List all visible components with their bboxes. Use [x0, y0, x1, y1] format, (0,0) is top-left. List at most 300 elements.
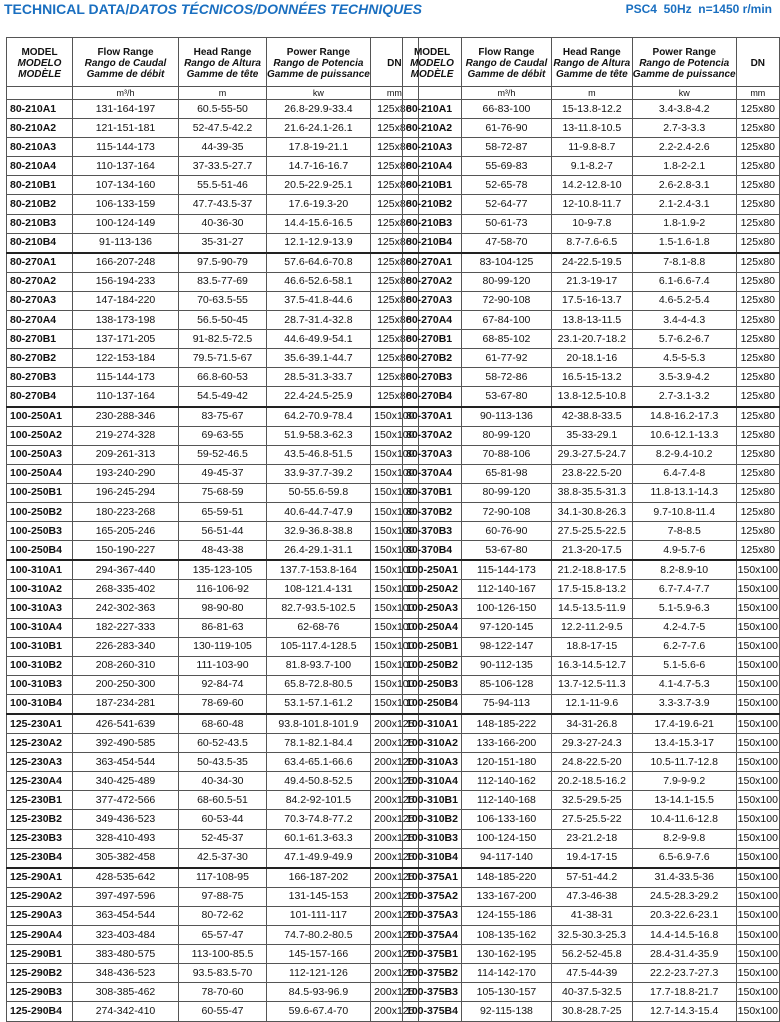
head-cell: 12-10.8-11.7: [551, 195, 632, 214]
head-cell: 70-63.5-55: [179, 291, 267, 310]
head-cell: 32.5-29.5-25: [551, 791, 632, 810]
model-cell: 100-250B2: [7, 502, 73, 521]
dn-cell: 125x80: [736, 195, 779, 214]
head-cell: 59-52-46.5: [179, 445, 267, 464]
table-row: [403, 906, 780, 925]
power-cell: 6.4-7.4-8: [632, 464, 736, 483]
table-row: [7, 195, 419, 214]
model-cell: 100-375A3: [403, 906, 462, 925]
flow-cell: 72-90-108: [462, 291, 552, 310]
power-cell: 74.7-80.2-80.5: [267, 926, 371, 945]
power-cell: 8.2-9-9.8: [632, 829, 736, 848]
model-cell: 80-270A2: [403, 272, 462, 291]
head-cell: 19.4-17-15: [551, 848, 632, 868]
head-cell: 65-59-51: [179, 502, 267, 521]
table-row: [7, 906, 419, 925]
power-cell: 3.3-3.7-3.9: [632, 694, 736, 714]
table-row: [7, 675, 419, 694]
table-row: [7, 753, 419, 772]
flow-cell: 328-410-493: [73, 829, 179, 848]
model-cell: 100-250A3: [7, 445, 73, 464]
model-cell: 80-210A4: [403, 157, 462, 176]
table-row: [403, 753, 780, 772]
col-model: MODEL MODELO MODÈLE: [7, 38, 73, 87]
table-row: [7, 580, 419, 599]
model-cell: 80-210B1: [7, 176, 73, 195]
model-cell: 80-270A2: [7, 272, 73, 291]
flow-cell: 426-541-639: [73, 714, 179, 734]
dn-cell: 150x100: [736, 618, 779, 637]
flow-cell: 105-130-157: [462, 983, 552, 1002]
head-cell: 78-70-60: [179, 983, 267, 1002]
model-cell: 125-230A4: [7, 772, 73, 791]
head-cell: 56.2-52-45.8: [551, 945, 632, 964]
power-cell: 1.5-1.6-1.8: [632, 233, 736, 253]
flow-cell: 100-124-150: [462, 829, 552, 848]
table-row: [7, 1002, 419, 1021]
flow-cell: 148-185-222: [462, 714, 552, 734]
model-cell: 80-270B4: [7, 387, 73, 407]
model-cell: 80-370A4: [403, 464, 462, 483]
table-row: [7, 694, 419, 714]
power-cell: 166-187-202: [267, 868, 371, 888]
flow-cell: 383-480-575: [73, 945, 179, 964]
flow-cell: 112-140-167: [462, 580, 552, 599]
head-cell: 24.8-22.5-20: [551, 753, 632, 772]
head-cell: 37-33.5-27.7: [179, 157, 267, 176]
dn-cell: 200x125: [370, 791, 418, 810]
dn-cell: 125x80: [370, 387, 418, 407]
head-cell: 18.8-17-15: [551, 637, 632, 656]
page-title: [4, 1, 422, 17]
flow-cell: 85-106-128: [462, 675, 552, 694]
flow-cell: 397-497-596: [73, 887, 179, 906]
dn-cell: 200x125: [370, 906, 418, 925]
model-cell: 80-210B3: [7, 214, 73, 233]
head-cell: 40-34-30: [179, 772, 267, 791]
power-cell: 7.9-9-9.2: [632, 772, 736, 791]
head-cell: 130-119-105: [179, 637, 267, 656]
model-cell: 100-250B4: [403, 694, 462, 714]
flow-cell: 115-144-173: [73, 138, 179, 157]
flow-cell: 242-302-363: [73, 599, 179, 618]
power-cell: 70.3-74.8-77.2: [267, 810, 371, 829]
head-cell: 49-45-37: [179, 464, 267, 483]
flow-cell: 47-58-70: [462, 233, 552, 253]
power-cell: 5.1-5.6-6: [632, 656, 736, 675]
dn-cell: 200x125: [370, 829, 418, 848]
model-cell: 100-250B1: [7, 483, 73, 502]
head-cell: 135-123-105: [179, 560, 267, 580]
head-cell: 83-75-67: [179, 407, 267, 427]
power-cell: 84.5-93-96.9: [267, 983, 371, 1002]
left-data-table: [6, 37, 419, 1022]
power-cell: 17.7-18.8-21.7: [632, 983, 736, 1002]
dn-cell: 125x80: [736, 176, 779, 195]
flow-cell: 308-385-462: [73, 983, 179, 1002]
model-cell: 80-270B4: [403, 387, 462, 407]
power-cell: 145-157-166: [267, 945, 371, 964]
dn-cell: 150x100: [736, 848, 779, 868]
flow-cell: 363-454-544: [73, 906, 179, 925]
table-row: [7, 926, 419, 945]
model-cell: 125-230A1: [7, 714, 73, 734]
col-model: MODEL MODELO MODÈLE: [403, 38, 462, 87]
model-cell: 100-310B2: [403, 810, 462, 829]
model-cell: 80-370B2: [403, 502, 462, 521]
table-row: [7, 983, 419, 1002]
dn-cell: 150x100: [370, 656, 418, 675]
power-cell: 26.8-29.9-33.4: [267, 100, 371, 119]
dn-cell: 150x100: [370, 541, 418, 561]
dn-cell: 125x80: [370, 330, 418, 349]
table-row: [7, 829, 419, 848]
title-es: DATOS TÉCNICOS/: [129, 1, 258, 17]
model-cell: 100-375B4: [403, 1002, 462, 1021]
model-cell: 100-310A1: [7, 560, 73, 580]
unit-head: m: [551, 87, 632, 100]
head-cell: 8.7-7.6-6.5: [551, 233, 632, 253]
head-cell: 27.5-25.5-22: [551, 810, 632, 829]
dn-cell: 150x100: [736, 945, 779, 964]
table-row: [403, 887, 780, 906]
flow-cell: 120-151-180: [462, 753, 552, 772]
dn-cell: 125x80: [736, 502, 779, 521]
right-data-table: [402, 37, 780, 1022]
flow-cell: 130-162-195: [462, 945, 552, 964]
table-row: [7, 772, 419, 791]
table-row: [403, 637, 780, 656]
model-cell: 80-370B4: [403, 541, 462, 561]
flow-cell: 377-472-566: [73, 791, 179, 810]
table-row: [403, 848, 780, 868]
table-row: [7, 541, 419, 561]
model-cell: 125-230A2: [7, 734, 73, 753]
head-cell: 38.8-35.5-31.3: [551, 483, 632, 502]
power-cell: 3.4-3.8-4.2: [632, 100, 736, 119]
table-row: [403, 560, 780, 580]
head-cell: 23-21.2-18: [551, 829, 632, 848]
head-cell: 68-60.5-51: [179, 791, 267, 810]
table-row: [403, 291, 780, 310]
power-cell: 13.4-15.3-17: [632, 734, 736, 753]
dn-cell: 150x100: [736, 983, 779, 1002]
table-row: [7, 253, 419, 273]
table-row: [7, 945, 419, 964]
dn-cell: 125x80: [736, 272, 779, 291]
flow-cell: 348-436-523: [73, 964, 179, 983]
dn-cell: 150x100: [736, 694, 779, 714]
table-row: [403, 214, 780, 233]
power-cell: 84.2-92-101.5: [267, 791, 371, 810]
power-cell: 6.1-6.6-7.4: [632, 272, 736, 291]
flow-cell: 148-185-220: [462, 868, 552, 888]
col-flow: Flow Range Rango de Caudal Gamme de débit: [73, 38, 179, 87]
table-row: [403, 157, 780, 176]
dn-cell: 125x80: [736, 483, 779, 502]
model-cell: 100-250A3: [403, 599, 462, 618]
head-cell: 52-47.5-42.2: [179, 119, 267, 138]
table-row: [7, 157, 419, 176]
table-row: [7, 964, 419, 983]
dn-cell: 200x125: [370, 1002, 418, 1021]
table-row: [403, 926, 780, 945]
model-cell: 100-250A4: [403, 618, 462, 637]
head-cell: 35-31-27: [179, 233, 267, 253]
head-cell: 15-13.8-12.2: [551, 100, 632, 119]
power-cell: 78.1-82.1-84.4: [267, 734, 371, 753]
flow-cell: 115-144-173: [462, 560, 552, 580]
model-cell: 100-250A2: [403, 580, 462, 599]
flow-cell: 137-171-205: [73, 330, 179, 349]
dn-cell: 150x100: [736, 637, 779, 656]
head-cell: 56.5-50-45: [179, 311, 267, 330]
model-cell: 80-210A1: [403, 100, 462, 119]
dn-cell: 150x100: [736, 964, 779, 983]
power-cell: 14.4-15.6-16.5: [267, 214, 371, 233]
head-cell: 60.5-55-50: [179, 100, 267, 119]
model-cell: 80-370A1: [403, 407, 462, 427]
power-cell: 6.2-7-7.6: [632, 637, 736, 656]
model-cell: 80-210B3: [403, 214, 462, 233]
model-cell: 80-370B1: [403, 483, 462, 502]
dn-cell: 125x80: [736, 522, 779, 541]
power-cell: 10.6-12.1-13.3: [632, 426, 736, 445]
dn-cell: 125x80: [370, 272, 418, 291]
flow-cell: 58-72-86: [462, 368, 552, 387]
model-cell: 100-310A2: [403, 734, 462, 753]
power-cell: 131-145-153: [267, 887, 371, 906]
flow-cell: 133-167-200: [462, 887, 552, 906]
table-row: [403, 1002, 780, 1021]
head-cell: 86-81-63: [179, 618, 267, 637]
table-row: [403, 195, 780, 214]
head-cell: 41-38-31: [551, 906, 632, 925]
model-cell: 125-290A4: [7, 926, 73, 945]
power-cell: 14.4-14.5-16.8: [632, 926, 736, 945]
flow-cell: 72-90-108: [462, 502, 552, 521]
table-row: [403, 138, 780, 157]
flow-cell: 52-65-78: [462, 176, 552, 195]
power-cell: 6.5-6.9-7.6: [632, 848, 736, 868]
model-cell: 80-210B2: [7, 195, 73, 214]
power-cell: 49.4-50.8-52.5: [267, 772, 371, 791]
flow-cell: 110-137-164: [73, 157, 179, 176]
power-cell: 28.7-31.4-32.8: [267, 311, 371, 330]
flow-cell: 200-250-300: [73, 675, 179, 694]
table-row: [7, 330, 419, 349]
table-row: [403, 272, 780, 291]
head-cell: 47.7-43.5-37: [179, 195, 267, 214]
table-row: [7, 810, 419, 829]
flow-cell: 50-61-73: [462, 214, 552, 233]
head-cell: 12.1-11-9.6: [551, 694, 632, 714]
power-cell: 112-121-126: [267, 964, 371, 983]
head-cell: 57-51-44.2: [551, 868, 632, 888]
power-cell: 31.4-33.5-36: [632, 868, 736, 888]
flow-cell: 94-117-140: [462, 848, 552, 868]
dn-cell: 200x125: [370, 868, 418, 888]
power-cell: 59.6-67.4-70: [267, 1002, 371, 1021]
dn-cell: 150x100: [370, 407, 418, 427]
table-row: [7, 656, 419, 675]
flow-cell: 150-190-227: [73, 541, 179, 561]
head-cell: 14.5-13.5-11.9: [551, 599, 632, 618]
power-cell: 62-68-76: [267, 618, 371, 637]
dn-cell: 150x100: [370, 675, 418, 694]
model-cell: 125-290A1: [7, 868, 73, 888]
table-row: [403, 714, 780, 734]
flow-cell: 226-283-340: [73, 637, 179, 656]
dn-cell: 200x125: [370, 714, 418, 734]
dn-cell: 125x80: [736, 119, 779, 138]
head-cell: 35-33-29.1: [551, 426, 632, 445]
power-cell: 2.6-2.8-3.1: [632, 176, 736, 195]
dn-cell: 150x100: [736, 906, 779, 925]
right-table-header: [403, 38, 780, 100]
power-cell: 8.2-8.9-10: [632, 560, 736, 580]
model-cell: 100-310A4: [7, 618, 73, 637]
power-cell: 32.9-36.8-38.8: [267, 522, 371, 541]
head-cell: 60-52-43.5: [179, 734, 267, 753]
power-cell: 17.6-19.3-20: [267, 195, 371, 214]
unit-flow: m³/h: [462, 87, 552, 100]
dn-cell: 150x100: [736, 772, 779, 791]
table-row: [7, 119, 419, 138]
table-row: [7, 560, 419, 580]
col-head: Head Range Rango de Altura Gamme de tête: [551, 38, 632, 87]
flow-cell: 98-122-147: [462, 637, 552, 656]
dn-cell: 125x80: [370, 119, 418, 138]
power-cell: 51.9-58.3-62.3: [267, 426, 371, 445]
col-dn: DN: [370, 38, 418, 87]
head-cell: 66.8-60-53: [179, 368, 267, 387]
head-cell: 47.3-46-38: [551, 887, 632, 906]
dn-cell: 125x80: [736, 157, 779, 176]
unit-flow: m³/h: [73, 87, 179, 100]
power-cell: 9.7-10.8-11.4: [632, 502, 736, 521]
model-cell: 100-310A1: [403, 714, 462, 734]
table-row: [403, 464, 780, 483]
head-cell: 40-36-30: [179, 214, 267, 233]
flow-cell: 349-436-523: [73, 810, 179, 829]
head-cell: 16.5-15-13.2: [551, 368, 632, 387]
table-row: [403, 368, 780, 387]
table-row: [7, 848, 419, 868]
model-cell: 100-250B3: [403, 675, 462, 694]
dn-cell: 125x80: [370, 195, 418, 214]
head-cell: 68-60-48: [179, 714, 267, 734]
flow-cell: 363-454-544: [73, 753, 179, 772]
frequency: 50Hz: [663, 2, 692, 16]
model-cell: 80-270B2: [7, 349, 73, 368]
power-cell: 44.6-49.9-54.1: [267, 330, 371, 349]
dn-cell: 200x125: [370, 848, 418, 868]
head-cell: 113-100-85.5: [179, 945, 267, 964]
model-cell: 100-310B4: [403, 848, 462, 868]
power-cell: 26.4-29.1-31.1: [267, 541, 371, 561]
dn-cell: 150x100: [370, 637, 418, 656]
model-cell: 80-210B2: [403, 195, 462, 214]
head-cell: 92-84-74: [179, 675, 267, 694]
model-cell: 80-270B2: [403, 349, 462, 368]
model-cell: 125-230B1: [7, 791, 73, 810]
head-cell: 60-53-44: [179, 810, 267, 829]
model-cell: 125-230A3: [7, 753, 73, 772]
dn-cell: 150x100: [736, 829, 779, 848]
dn-cell: 125x80: [736, 330, 779, 349]
table-row: [7, 100, 419, 119]
model-cell: 80-370A3: [403, 445, 462, 464]
dn-cell: 150x100: [370, 522, 418, 541]
power-cell: 43.5-46.8-51.5: [267, 445, 371, 464]
table-row: [403, 119, 780, 138]
flow-cell: 80-99-120: [462, 272, 552, 291]
table-row: [7, 734, 419, 753]
dn-cell: 150x100: [370, 464, 418, 483]
dn-cell: 200x125: [370, 887, 418, 906]
table-row: [7, 868, 419, 888]
dn-cell: 125x80: [736, 387, 779, 407]
dn-cell: 125x80: [736, 349, 779, 368]
table-row: [403, 349, 780, 368]
table-row: [403, 176, 780, 195]
head-cell: 13.8-13-11.5: [551, 311, 632, 330]
model-cell: 100-310B3: [403, 829, 462, 848]
table-row: [7, 791, 419, 810]
power-cell: 24.5-28.3-29.2: [632, 887, 736, 906]
head-cell: 91-82.5-72.5: [179, 330, 267, 349]
dn-cell: 150x100: [370, 580, 418, 599]
head-cell: 11-9.8-8.7: [551, 138, 632, 157]
dn-cell: 125x80: [370, 100, 418, 119]
head-cell: 44-39-35: [179, 138, 267, 157]
model-cell: 80-270A4: [403, 311, 462, 330]
power-cell: 40.6-44.7-47.9: [267, 502, 371, 521]
head-cell: 117-108-95: [179, 868, 267, 888]
model-cell: 80-210A3: [403, 138, 462, 157]
head-cell: 83.5-77-69: [179, 272, 267, 291]
model-cell: 125-230B4: [7, 848, 73, 868]
model-cell: 125-290A2: [7, 887, 73, 906]
table-row: [403, 311, 780, 330]
dn-cell: 125x80: [370, 138, 418, 157]
dn-cell: 150x100: [370, 445, 418, 464]
power-cell: 3.5-3.9-4.2: [632, 368, 736, 387]
dn-cell: 125x80: [736, 291, 779, 310]
dn-cell: 125x80: [370, 368, 418, 387]
table-row: [403, 675, 780, 694]
table-row: [403, 253, 780, 273]
head-cell: 30.8-28.7-25: [551, 1002, 632, 1021]
table-row: [403, 483, 780, 502]
power-cell: 64.2-70.9-78.4: [267, 407, 371, 427]
dn-cell: 125x80: [736, 445, 779, 464]
power-cell: 22.2-23.7-27.3: [632, 964, 736, 983]
col-power: Power Range Rango de Potencia Gamme de puissance: [267, 38, 371, 87]
dn-cell: 150x100: [370, 599, 418, 618]
dn-cell: 150x100: [370, 502, 418, 521]
head-cell: 13-11.8-10.5: [551, 119, 632, 138]
speed: n=1450 r/min: [698, 2, 772, 16]
power-cell: 20.5-22.9-25.1: [267, 176, 371, 195]
head-cell: 48-43-38: [179, 541, 267, 561]
flow-cell: 75-94-113: [462, 694, 552, 714]
power-cell: 101-111-117: [267, 906, 371, 925]
model-cell: 100-375A1: [403, 868, 462, 888]
dn-cell: 150x100: [736, 887, 779, 906]
table-row: [7, 407, 419, 427]
